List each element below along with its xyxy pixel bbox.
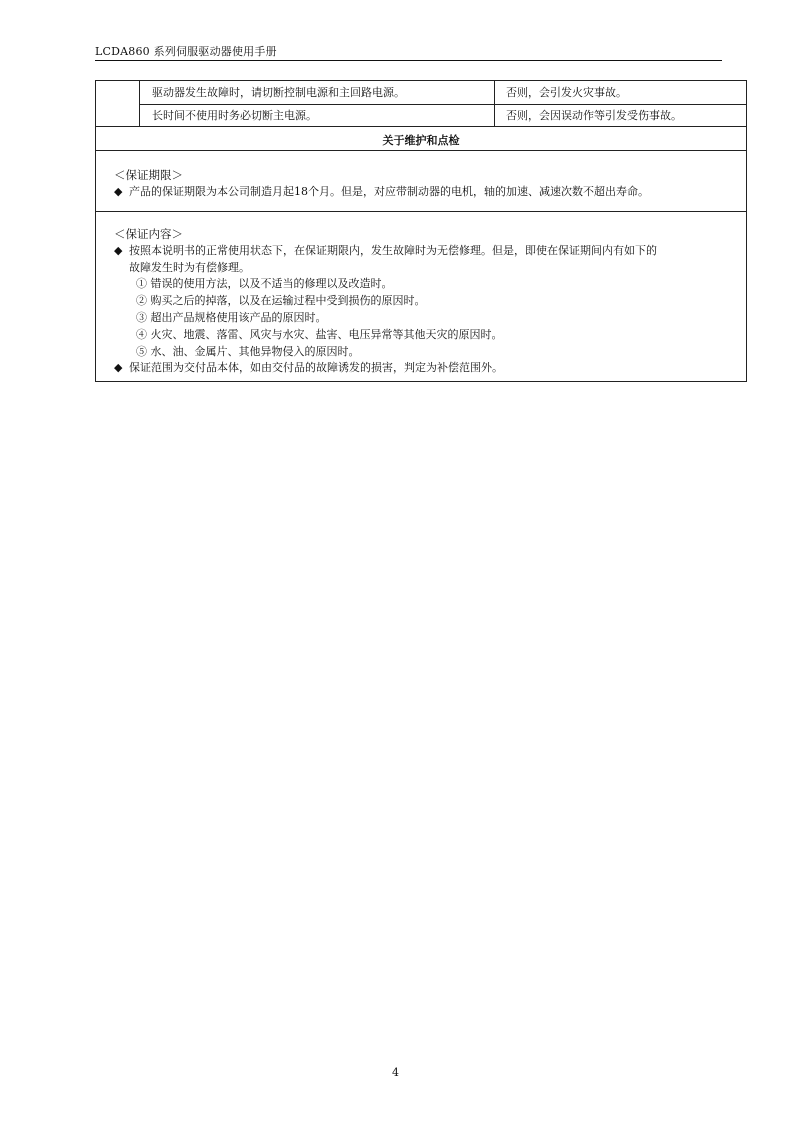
list-item: ② 购买之后的掉落，以及在运输过程中受到损伤的原因时。 [136, 294, 426, 308]
list-item: ⑤ 水、油、金属片、其他异物侵入的原因时。 [136, 344, 360, 358]
warranty-content-intro-line1: 按照本说明书的正常使用状态下，在保证期限内，发生故障时为无偿修理。但是，即使在保证期间内有如下的 [129, 243, 657, 257]
warranty-period-item [114, 184, 649, 201]
list-item: ① 错误的使用方法，以及不适当的修理以及改造时。 [136, 277, 393, 291]
warranty-scope-item [114, 360, 657, 377]
row-divider [96, 150, 746, 151]
warranty-content-intro [114, 243, 657, 260]
list-item: ③ 超出产品规格使用该产品的原因时。 [136, 310, 327, 324]
diamond-bullet-icon: ◆ [114, 361, 123, 375]
list-item: ④ 火灾、地震、落雷、风灾与水灾、盐害、电压异常等其他天灾的原因时。 [136, 327, 503, 341]
row-divider [96, 126, 746, 127]
warranty-content-intro-line2: 故障发生时为有偿修理。 [129, 260, 250, 274]
content-table [95, 80, 747, 382]
table-row-1-consequence: 否则，会引发火灾事故。 [506, 86, 627, 99]
warranty-content-heading: ＜保证内容＞ [114, 227, 183, 241]
warranty-content-block [114, 226, 657, 377]
table-row-1-instruction: 驱动器发生故障时，请切断控制电源和主回路电源。 [152, 86, 405, 99]
warranty-period-block [114, 167, 649, 201]
warranty-period-text: 产品的保证期限为本公司制造月起18个月。但是，对应带制动器的电机，轴的加速、减速次数不超出寿命。 [129, 184, 649, 198]
warranty-period-heading: ＜保证期限＞ [114, 168, 183, 182]
section-title: 关于维护和点检 [382, 134, 460, 147]
row-divider [96, 211, 746, 212]
header-rule [95, 60, 722, 61]
row-divider [139, 104, 747, 105]
warranty-scope-text: 保证范围为交付品本体，如由交付品的故障诱发的损害，判定为补偿范围外。 [129, 361, 503, 375]
diamond-bullet-icon: ◆ [114, 184, 123, 198]
table-row-2-instruction: 长时间不使用时务必切断主电源。 [152, 109, 317, 122]
document-header-title: LCDA860 系列伺服驱动器使用手册 [95, 45, 277, 58]
table-row-2-consequence: 否则，会因误动作等引发受伤事故。 [506, 109, 682, 122]
page-number: 4 [392, 1066, 399, 1079]
diamond-bullet-icon: ◆ [114, 243, 123, 257]
